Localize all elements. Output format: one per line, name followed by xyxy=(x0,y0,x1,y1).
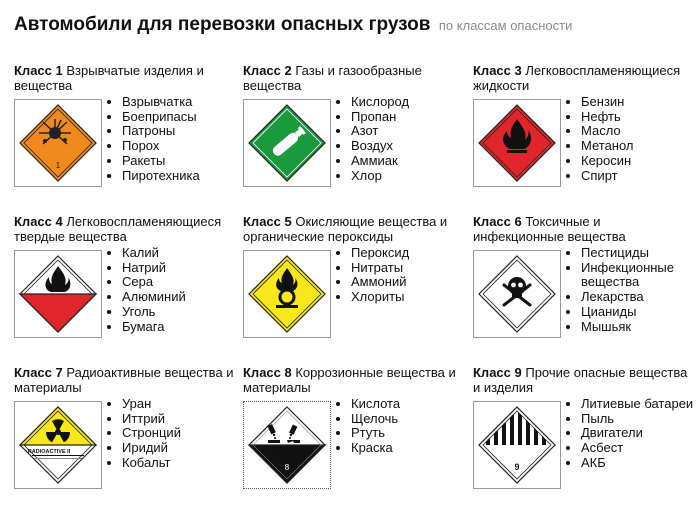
list-item: • Ртуть xyxy=(351,426,471,441)
list-item: • Пероксид xyxy=(351,246,471,261)
class-title xyxy=(14,63,234,95)
item-list xyxy=(338,95,471,183)
list-item: • Аммоний xyxy=(351,275,471,290)
list-item: • Боеприпасы xyxy=(122,110,242,125)
class-label: Класс 2 xyxy=(243,63,292,78)
hazard-class-1-card xyxy=(14,63,234,195)
class-name: Радиоактивные вещества и материалы xyxy=(14,365,234,395)
sign-frame xyxy=(473,401,561,489)
class-label: Класс 1 xyxy=(14,63,63,78)
item-list xyxy=(568,397,700,471)
list-item: • Взрывчатка xyxy=(122,95,242,110)
list-item: • Бумага xyxy=(122,320,242,335)
class-name: Легковоспламеняющиеся твердые вещества xyxy=(14,214,222,244)
sign-frame xyxy=(243,99,331,187)
list-item: • Асбест xyxy=(581,441,700,456)
class-title xyxy=(14,365,234,397)
page-header xyxy=(14,14,572,36)
list-item: • Пиротехника xyxy=(122,169,242,184)
list-item: • Кислота xyxy=(351,397,471,412)
list-item: • Уран xyxy=(122,397,242,412)
list-item: • Иттрий xyxy=(122,412,242,427)
list-item: • Хлориты xyxy=(351,290,471,305)
list-item: • Пропан xyxy=(351,110,471,125)
list-item: • Масло xyxy=(581,124,700,139)
list-item: • Уголь xyxy=(122,305,242,320)
list-item: • Аммиак xyxy=(351,154,471,169)
item-list xyxy=(109,95,242,183)
class-name: Окисляющие вещества и органические пероксиды xyxy=(243,214,448,244)
svg-text:1: 1 xyxy=(55,161,61,170)
class-label: Класс 3 xyxy=(473,63,522,78)
class-label: Класс 4 xyxy=(14,214,63,229)
flame-icon xyxy=(474,100,560,186)
list-item: • Иридий xyxy=(122,441,242,456)
class-name: Взрывчатые изделия и вещества xyxy=(14,63,204,93)
class-title xyxy=(243,63,463,95)
list-item: • Литиевые батареи xyxy=(581,397,700,412)
list-item: • Натрий xyxy=(122,261,242,276)
hazard-class-6-card xyxy=(473,214,693,346)
flame-icon xyxy=(15,251,101,337)
class-name: Токсичные и инфекционные вещества xyxy=(473,214,626,244)
gas-cylinder-icon xyxy=(244,100,330,186)
class-label: Класс 6 xyxy=(473,214,522,229)
class-name: Легковоспламеняющиеся жидкости xyxy=(473,63,681,93)
list-item: • Калий xyxy=(122,246,242,261)
list-item: • Краска xyxy=(351,441,471,456)
list-item: • Двигатели xyxy=(581,426,700,441)
list-item: • Лекарства xyxy=(581,290,700,305)
class-name: Коррозионные вещества и материалы xyxy=(243,365,456,395)
class-name: Прочие опасные вещества и изделия xyxy=(473,365,688,395)
flame-over-circle-icon xyxy=(244,251,330,337)
list-item: • Нитраты xyxy=(351,261,471,276)
item-list xyxy=(568,95,700,183)
sign-frame xyxy=(473,99,561,187)
list-item: • Кислород xyxy=(351,95,471,110)
list-item: • Спирт xyxy=(581,169,700,184)
explosion-icon xyxy=(15,100,101,186)
hazard-class-4-card xyxy=(14,214,234,346)
class-label: Класс 8 xyxy=(243,365,292,380)
list-item: • Кобальт xyxy=(122,456,242,471)
list-item: • Керосин xyxy=(581,154,700,169)
list-item: • Мышьяк xyxy=(581,320,700,335)
class-title xyxy=(473,63,693,95)
radiation-trefoil-icon xyxy=(15,402,101,488)
list-item: • Инфекционные вещества xyxy=(581,261,700,290)
hazard-class-7-card xyxy=(14,365,234,497)
item-list xyxy=(109,246,242,334)
sign-frame xyxy=(14,250,102,338)
list-item: • Сера xyxy=(122,275,242,290)
item-list xyxy=(109,397,242,471)
item-list xyxy=(338,397,471,456)
class-title xyxy=(14,214,234,246)
list-item: • Цианиды xyxy=(581,305,700,320)
class-title xyxy=(243,365,463,397)
list-item: • Стронций xyxy=(122,426,242,441)
hazard-class-2-card xyxy=(243,63,463,195)
list-item: • Алюминий xyxy=(122,290,242,305)
class-title xyxy=(473,365,693,397)
sign-frame xyxy=(243,401,331,489)
skull-crossbones-icon xyxy=(474,251,560,337)
list-item: • Метанол xyxy=(581,139,700,154)
list-item: • Пыль xyxy=(581,412,700,427)
list-item: • Бензин xyxy=(581,95,700,110)
item-list xyxy=(568,246,700,334)
list-item: • Хлор xyxy=(351,169,471,184)
page-title: Автомобили для перевозки опасных грузов xyxy=(14,14,431,35)
corrosive-icon xyxy=(244,402,330,488)
hazard-class-5-card xyxy=(243,214,463,346)
page-subtitle: по классам опасности xyxy=(438,18,573,33)
list-item: • Ракеты xyxy=(122,154,242,169)
class-label: Класс 9 xyxy=(473,365,522,380)
sign-text: RADIOACTIVE II xyxy=(27,449,71,455)
class-label: Класс 7 xyxy=(14,365,63,380)
list-item: • Патроны xyxy=(122,124,242,139)
hazard-class-8-card xyxy=(243,365,463,497)
list-item: • Щелочь xyxy=(351,412,471,427)
list-item: • Воздух xyxy=(351,139,471,154)
list-item: • Азот xyxy=(351,124,471,139)
svg-text:9: 9 xyxy=(514,462,520,472)
svg-text:8: 8 xyxy=(284,463,290,472)
item-list xyxy=(338,246,471,305)
list-item: • Порох xyxy=(122,139,242,154)
class-title xyxy=(243,214,463,246)
sign-frame xyxy=(14,401,102,489)
list-item: • Пестициды xyxy=(581,246,700,261)
class-label: Класс 5 xyxy=(243,214,292,229)
sign-frame xyxy=(243,250,331,338)
class-name: Газы и газообразные вещества xyxy=(243,63,422,93)
stripes-icon xyxy=(474,402,560,488)
sign-frame xyxy=(473,250,561,338)
sign-frame xyxy=(14,99,102,187)
list-item: • АКБ xyxy=(581,456,700,471)
class-title xyxy=(473,214,693,246)
list-item: • Нефть xyxy=(581,110,700,125)
hazard-class-9-card xyxy=(473,365,693,497)
hazard-class-3-card xyxy=(473,63,693,195)
